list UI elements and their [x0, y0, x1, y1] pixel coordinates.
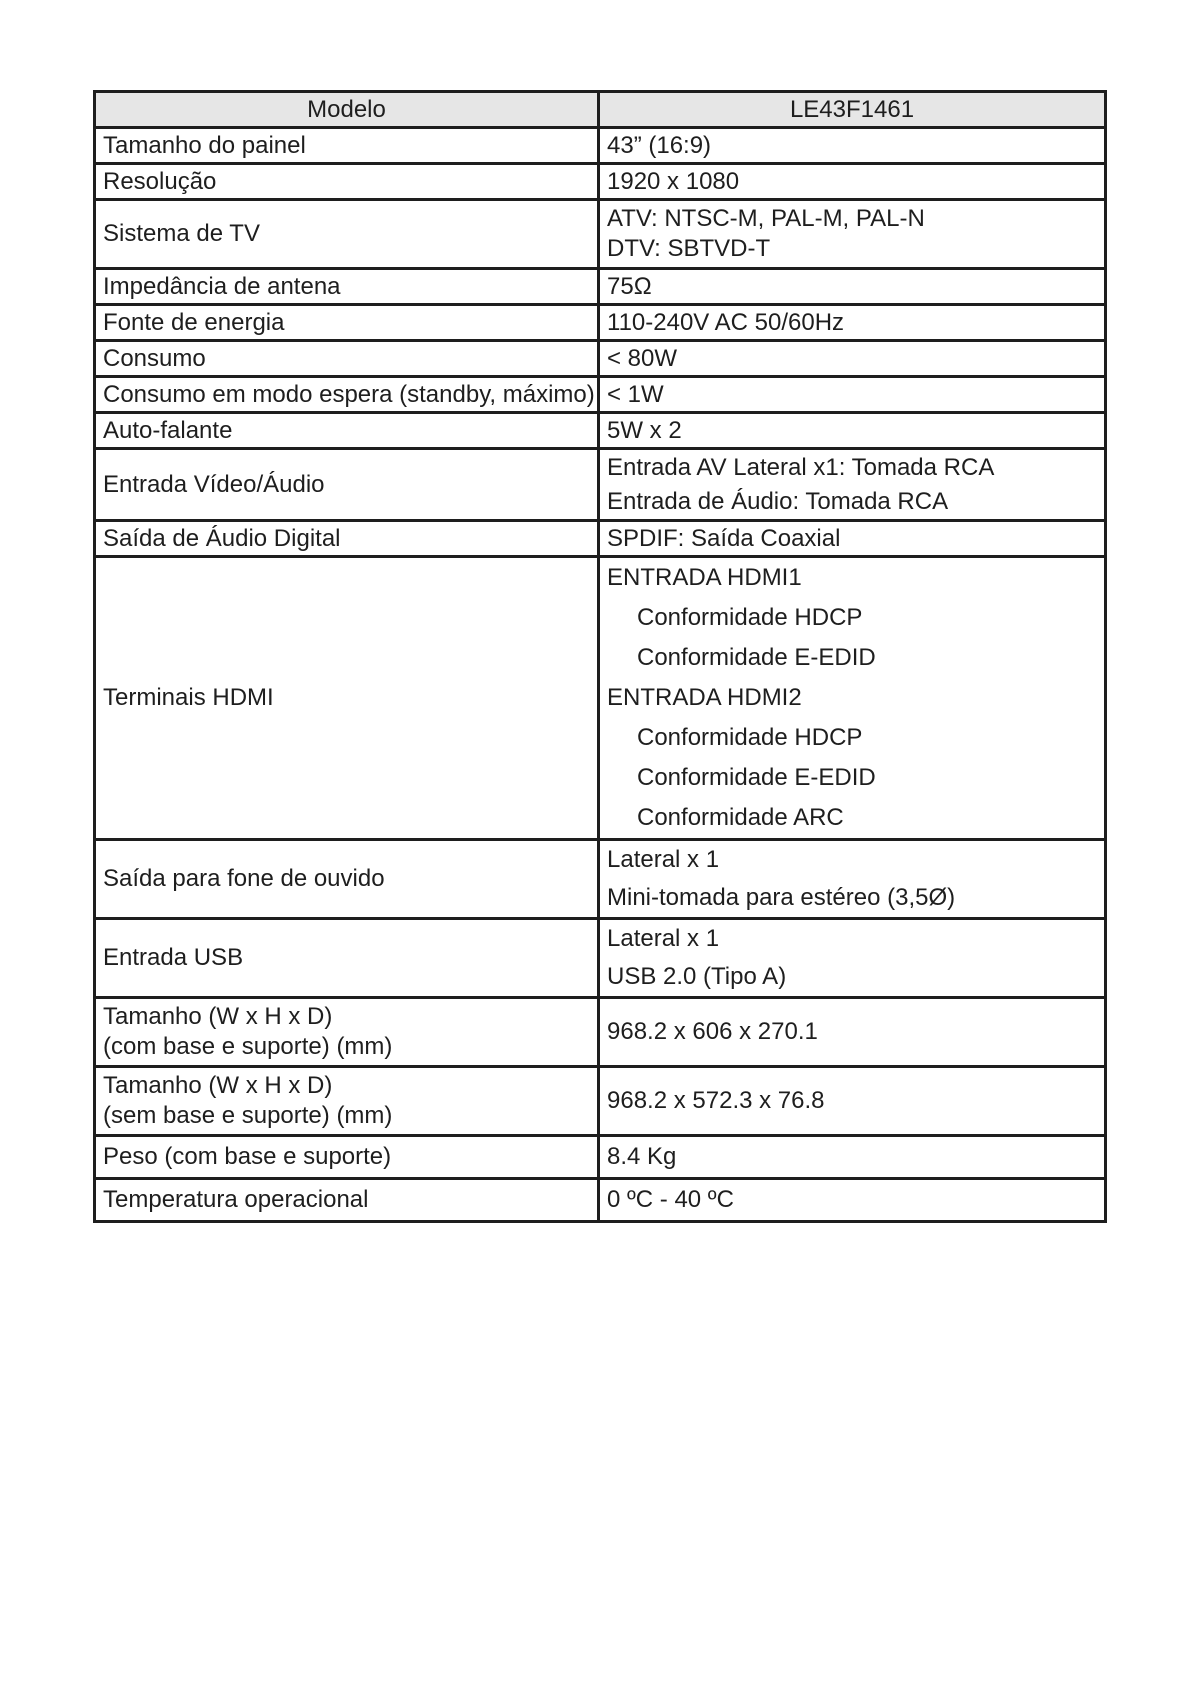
- value-line: DTV: SBTVD-T: [607, 235, 771, 262]
- header-value: LE43F1461: [599, 92, 1106, 128]
- value-line: Lateral x 1: [607, 846, 720, 873]
- row-label: [95, 1067, 599, 1136]
- row-label: Resolução: [95, 164, 599, 200]
- table-row: [95, 341, 1106, 377]
- value-line: ATV: NTSC-M, PAL-M, PAL-N: [607, 205, 925, 232]
- row-value: SPDIF: Saída Coaxial: [599, 521, 1106, 557]
- row-value: [599, 557, 1106, 840]
- value-line: ENTRADA HDMI1: [607, 564, 802, 591]
- row-label: Peso (com base e suporte): [95, 1136, 599, 1179]
- row-label: Entrada USB: [95, 919, 599, 998]
- table-row: [95, 557, 1106, 840]
- value-line: Mini-tomada para estéreo (3,5Ø): [607, 884, 956, 911]
- row-value: [599, 200, 1106, 269]
- label-line: Tamanho (W x H x D): [103, 1072, 333, 1099]
- row-label: Saída para fone de ouvido: [95, 840, 599, 919]
- row-value: 968.2 x 606 x 270.1: [599, 998, 1106, 1067]
- table-header-row: [95, 92, 1106, 128]
- row-value: 1920 x 1080: [599, 164, 1106, 200]
- label-line: (com base e suporte) (mm): [103, 1033, 393, 1060]
- row-value: 75Ω: [599, 269, 1106, 305]
- row-value: 43” (16:9): [599, 128, 1106, 164]
- row-value: [599, 840, 1106, 919]
- row-label: Terminais HDMI: [95, 557, 599, 840]
- row-value: < 1W: [599, 377, 1106, 413]
- value-line: ENTRADA HDMI2: [607, 684, 802, 711]
- value-line: Conformidade E-EDID: [637, 764, 876, 791]
- row-value: [599, 449, 1106, 521]
- table-row: [95, 128, 1106, 164]
- label-line: (sem base e suporte) (mm): [103, 1102, 393, 1129]
- row-value: 0 ºC - 40 ºC: [599, 1179, 1106, 1222]
- value-line: Conformidade E-EDID: [637, 644, 876, 671]
- row-label: Consumo: [95, 341, 599, 377]
- row-value: 8.4 Kg: [599, 1136, 1106, 1179]
- value-line: Lateral x 1: [607, 925, 720, 952]
- value-line: Conformidade ARC: [637, 804, 844, 831]
- row-label: Temperatura operacional: [95, 1179, 599, 1222]
- table-row: [95, 840, 1106, 919]
- table-row: [95, 413, 1106, 449]
- row-label: Impedância de antena: [95, 269, 599, 305]
- value-line: Conformidade HDCP: [637, 604, 863, 631]
- label-line: Tamanho (W x H x D): [103, 1003, 333, 1030]
- row-value: 110-240V AC 50/60Hz: [599, 305, 1106, 341]
- table-row: [95, 449, 1106, 521]
- row-value: 968.2 x 572.3 x 76.8: [599, 1067, 1106, 1136]
- row-label: Fonte de energia: [95, 305, 599, 341]
- row-label: [95, 998, 599, 1067]
- row-value: < 80W: [599, 341, 1106, 377]
- spec-table: [93, 90, 1107, 1223]
- row-label: Consumo em modo espera (standby, máximo): [95, 377, 599, 413]
- table-row: [95, 919, 1106, 998]
- row-value: 5W x 2: [599, 413, 1106, 449]
- table-row: [95, 1179, 1106, 1222]
- value-line: Conformidade HDCP: [637, 724, 863, 751]
- table-row: [95, 377, 1106, 413]
- table-row: [95, 1136, 1106, 1179]
- row-label: Entrada Vídeo/Áudio: [95, 449, 599, 521]
- row-label: Tamanho do painel: [95, 128, 599, 164]
- table-row: [95, 521, 1106, 557]
- value-line: Entrada de Áudio: Tomada RCA: [607, 487, 949, 515]
- table-row: [95, 305, 1106, 341]
- table-row: [95, 998, 1106, 1067]
- value-line: Entrada AV Lateral x1: Tomada RCA: [607, 453, 995, 481]
- table-row: [95, 1067, 1106, 1136]
- row-label: Saída de Áudio Digital: [95, 521, 599, 557]
- row-value: [599, 919, 1106, 998]
- table-row: [95, 164, 1106, 200]
- header-label: Modelo: [95, 92, 599, 128]
- table-row: [95, 200, 1106, 269]
- value-line: USB 2.0 (Tipo A): [607, 963, 787, 990]
- table-row: [95, 269, 1106, 305]
- row-label: Auto-falante: [95, 413, 599, 449]
- row-label: Sistema de TV: [95, 200, 599, 269]
